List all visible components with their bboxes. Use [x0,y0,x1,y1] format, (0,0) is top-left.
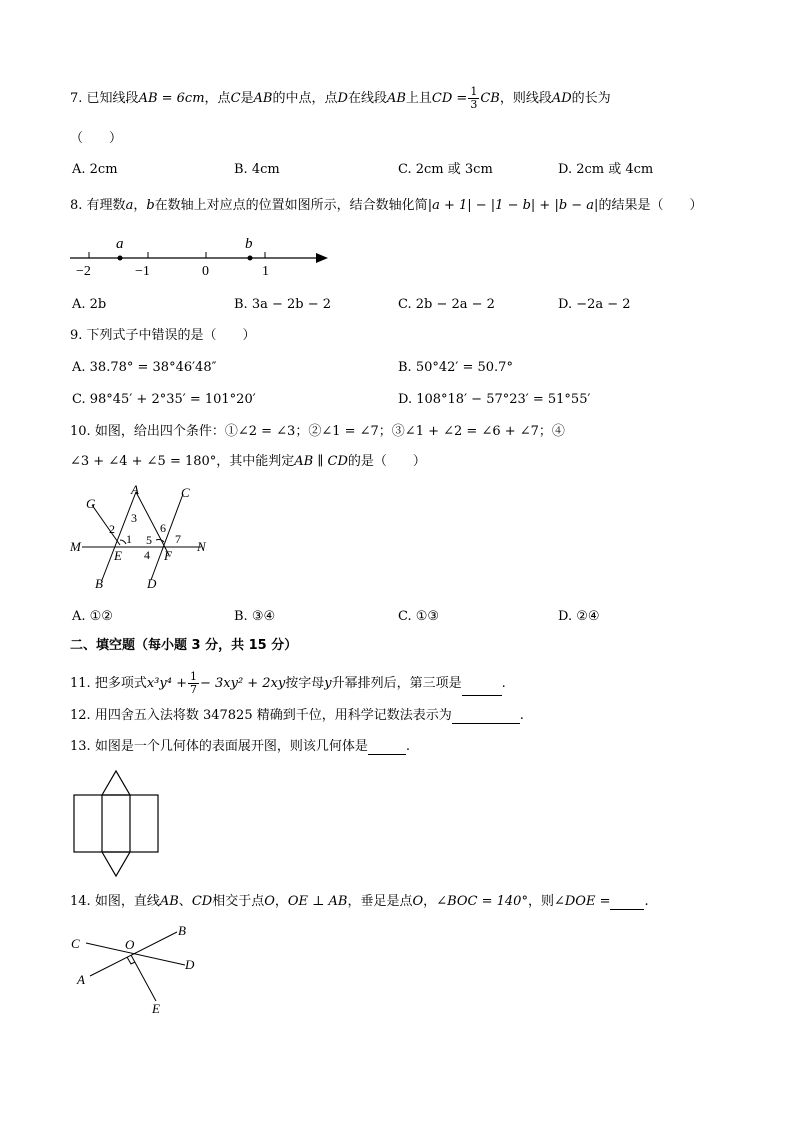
question-7-paren: （ ） [70,131,123,146]
angle-mark-6 [156,539,164,542]
answer-blank[interactable] [462,695,502,696]
q14-text: ， [274,894,288,909]
q7-text: 的中点，点 [272,91,338,106]
question-number: 14. [70,894,91,909]
q14-expr: OE ⊥ AB [287,894,348,909]
q8-var: b [146,198,155,213]
q14-text: ，则 [527,894,554,909]
q7-text: 在线段 [347,91,387,106]
q7-var: CB [480,91,500,106]
question-13-stem [70,739,410,755]
label-d: D [147,576,157,591]
prism-net-figure [70,768,165,880]
angle-label-6: 6 [160,521,166,535]
tick-label-1: 1 [262,264,269,279]
q9-option-c: C. 98°45′ + 2°35′ = 101°20′ [72,392,256,407]
section-heading-fill-in: 二、填空题（每小题 3 分，共 15 分） [70,638,298,653]
angle-label-5: 5 [146,533,152,547]
label-c: C [181,485,190,500]
label-o: O [125,937,135,952]
q10-expr: AB ∥ CD [294,454,348,469]
label-g: G [86,496,96,511]
q10-text: ∠3 + ∠4 + ∠5 = 180°，其中能判定 [70,454,295,469]
q7-option-c: C. 2cm 或 3cm [398,162,493,177]
net-triangle-top [102,771,130,795]
question-7-stem [70,86,611,111]
fraction-denominator: 7 [189,683,197,696]
label-e: E [152,1001,160,1016]
label-d: D [185,957,195,972]
question-14-stem [70,894,649,910]
question-number: 11. [70,676,91,691]
label-e: E [114,548,122,563]
q14-expr: ∠DOE = [553,894,611,909]
q7-text: ，点 [204,91,231,106]
q13-text: . [405,739,410,754]
tick-label-neg2: −2 [76,264,91,279]
question-10-line2 [70,454,426,470]
question-number: 12. [70,708,91,723]
label-b: B [95,576,103,591]
question-9-stem [70,328,256,344]
q8-option-b: B. 3a − 2b − 2 [234,297,332,312]
q12-text: 用四舍五入法将数 347825 精确到千位，用科学记数法表示为 [94,708,452,723]
q7-option-d: D. 2cm 或 4cm [558,162,654,177]
q7-text: ，则线段 [499,91,552,106]
q9-option-a: A. 38.78° = 38°46′48″ [72,360,217,375]
q14-var: CD [191,894,213,909]
q14-var: O [412,894,424,909]
question-10-line1 [70,424,565,440]
q14-var: O [264,894,275,909]
q14-text: . [644,894,649,909]
q11-text: 升幂排列后，第三项是 [331,676,462,691]
q14-text: 、 [178,894,192,909]
q11-var: y [324,676,332,691]
angle-label-2: 2 [109,522,115,536]
q14-expr: ∠BOC = 140° [436,894,528,909]
q7-expr-ab: AB = 6cm [138,91,205,106]
tick-label-0: 0 [202,264,209,279]
q10-option-b: B. ③④ [234,609,276,624]
label-b: b [245,236,253,252]
intersecting-lines-figure [68,922,208,1017]
q7-var: AB [253,91,273,106]
q7-text: 上且 [405,91,432,106]
question-8-stem [70,198,702,214]
parallel-lines-figure [68,480,218,595]
q8-option-d: D. −2a − 2 [558,297,631,312]
q8-option-a: A. 2b [72,297,107,312]
q11-text: . [501,676,506,691]
q10-text: 如图，给出四个条件：①∠2 = ∠3；②∠1 = ∠7；③∠1 + ∠2 = ∠6 + ∠7；④ [94,424,565,439]
q7-var: AB [386,91,406,106]
net-triangle-bottom [102,852,130,876]
question-number: 7. [70,91,83,106]
q11-text: 按字母 [285,676,325,691]
label-m: M [70,539,81,554]
label-c: C [71,936,80,951]
question-11-stem [70,671,506,696]
q14-var: AB [159,894,179,909]
net-rectangles [74,795,158,852]
q10-text: 的是（ ） [347,454,426,469]
line-ge [92,505,120,545]
question-12-stem [70,708,524,724]
answer-blank[interactable] [452,723,520,724]
label-a: A [77,972,85,987]
fraction-numerator: 1 [189,670,197,683]
q8-option-c: C. 2b − 2a − 2 [398,297,495,312]
angle-label-4: 4 [144,548,150,562]
q8-expression: |a + 1| − |1 − b| + |b − a| [427,198,599,213]
answer-blank[interactable] [368,754,406,755]
question-number: 9. [70,328,83,343]
point-b [248,256,253,261]
question-number: 8. [70,198,83,213]
label-f: F [164,548,172,563]
q10-option-c: C. ①③ [398,609,440,624]
line-cd [86,943,185,965]
q11-term: x³y⁴ + [146,676,187,691]
q11-text: 把多项式 [94,676,147,691]
q8-text: 的结果是（ ） [598,198,703,213]
question-number: 10. [70,424,91,439]
q14-text: ， [423,894,437,909]
q9-text: 下列式子中错误的是（ ） [86,328,256,343]
q7-expr-cd: CD = [431,91,468,106]
q8-var: a [125,198,134,213]
q10-option-d: D. ②④ [558,609,600,624]
q9-option-d: D. 108°18′ − 57°23′ = 51°55′ [398,392,591,407]
q7-option-a: A. 2cm [72,162,118,177]
tick-label-neg1: −1 [135,264,150,279]
q14-text: ，垂足是点 [347,894,413,909]
answer-blank[interactable] [610,909,644,910]
q7-text: 已知线段 [86,91,139,106]
q14-text: 相交于点 [212,894,265,909]
point-a [118,256,123,261]
q14-text: 如图，直线 [94,894,160,909]
q10-option-a: A. ①② [72,609,113,624]
q7-fraction [468,86,479,111]
q11-term: − 3xy² + 2xy [199,676,286,691]
q7-var: AD [551,91,572,106]
number-line-arrow [316,253,328,263]
number-line-figure [66,230,336,282]
q7-var: C [230,91,241,106]
label-a: A [131,482,139,497]
question-number: 13. [70,739,91,754]
angle-label-7: 7 [175,532,181,546]
q7-text: 的长为 [571,91,611,106]
label-a: a [116,236,124,252]
fraction-numerator: 1 [470,85,478,98]
q9-option-b: B. 50°42′ = 50.7° [398,360,513,375]
fraction-denominator: 3 [470,98,478,111]
label-n: N [197,539,206,554]
q12-text: . [519,708,524,723]
angle-label-3: 3 [131,511,137,525]
label-b: B [178,923,186,938]
q8-text: ， [133,198,147,213]
q7-option-b: B. 4cm [234,162,280,177]
angle-label-1: 1 [126,532,132,546]
q11-fraction [188,671,199,696]
q13-text: 如图是一个几何体的表面展开图，则该几何体是 [94,739,368,754]
q8-text: 有理数 [86,198,126,213]
q7-var: D [337,91,348,106]
q7-text: 是 [240,91,254,106]
q8-text: 在数轴上对应点的位置如图所示，结合数轴化简 [154,198,428,213]
